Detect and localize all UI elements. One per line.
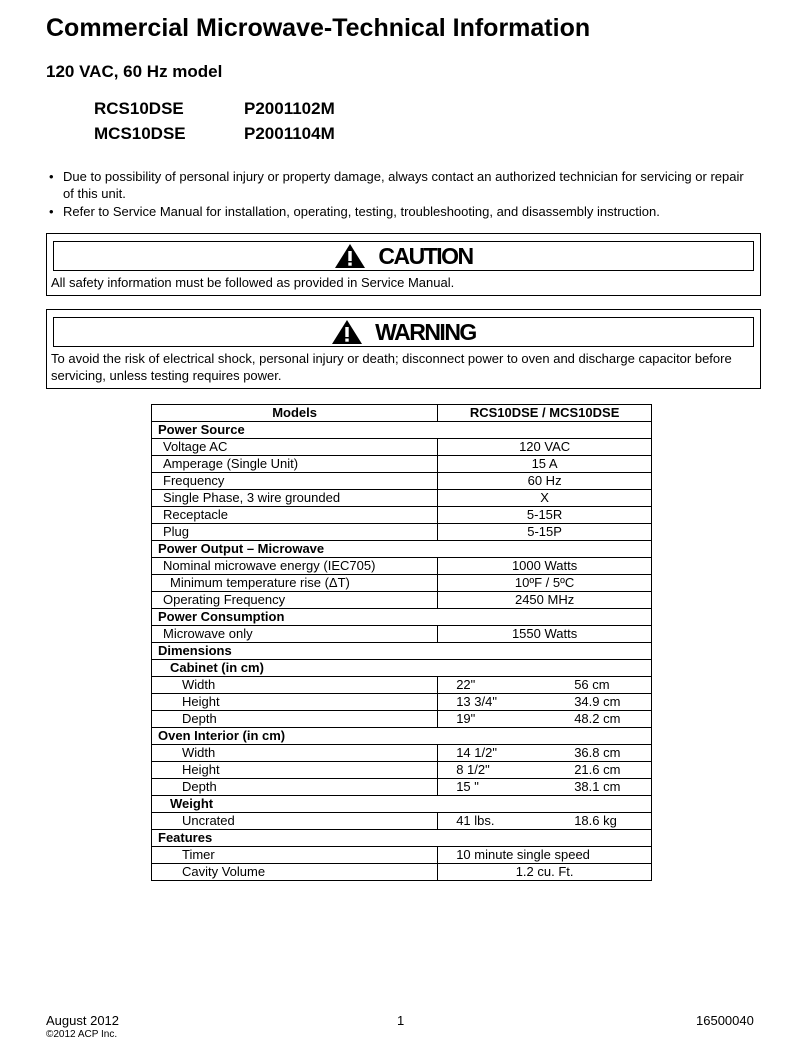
dim-inches: 19" [456,711,476,726]
warning-triangle-icon [334,243,366,269]
section-row [152,609,652,626]
table-row [152,490,652,507]
model-part: P2001102M [244,99,335,118]
column-header-value: RCS10DSE / MCS10DSE [438,405,652,422]
bullet-list [46,168,756,221]
spec-label: Height [152,762,438,779]
spec-value: 10ºF / 5ºC [438,575,652,592]
table-row [152,762,652,779]
column-header-models: Models [152,405,438,422]
spec-label: Operating Frequency [152,592,438,609]
bullet-text: Refer to Service Manual for installation, operating, testing, troubleshooting, and disassembly instruction. [63,204,660,219]
bullet-icon: • [49,169,54,184]
dim-cm: 21.6 cm [574,762,621,777]
dim-inches: 8 1/2" [456,762,490,777]
spec-value: 60 Hz [438,473,652,490]
section-heading: Features [152,830,652,847]
spec-value: 1.2 cu. Ft. [438,864,652,881]
bullet-item [46,168,756,202]
table-row [152,813,652,830]
spec-value: 1000 Watts [438,558,652,575]
subsection-row [152,660,652,677]
spec-value: 1550 Watts [438,626,652,643]
warning-box [46,309,761,389]
bullet-text: Due to possibility of personal injury or property damage, always contact an authorized technician for servicing or repair of this unit. [63,169,744,201]
subsection-row [152,728,652,745]
spec-value: 2450 MHz [438,592,652,609]
section-heading: Power Consumption [152,609,652,626]
warning-triangle-icon [331,319,363,345]
section-heading: Dimensions [152,643,652,660]
bullet-item [46,203,756,220]
table-row [152,456,652,473]
dim-cm: 34.9 cm [574,694,621,709]
caution-text: All safety information must be followed as provided in Service Manual. [51,275,455,290]
table-row [152,439,652,456]
spec-label: Microwave only [152,626,438,643]
spec-label: Uncrated [152,813,438,830]
table-row [152,507,652,524]
model-name: MCS10DSE [94,124,186,143]
dim-inches: 22" [456,677,476,692]
spec-value: 120 VAC [438,439,652,456]
section-row [152,643,652,660]
table-row [152,677,652,694]
subsection-heading: Cabinet (in cm) [152,660,652,677]
table-row [152,694,652,711]
table-row [152,626,652,643]
warning-text: To avoid the risk of electrical shock, personal injury or death; disconnect power to oven and discharge capacitor before servicing, unless testing requires power. [51,351,732,383]
dim-lbs: 41 lbs. [456,813,495,828]
table-header-row [152,405,652,422]
spec-label: Receptacle [152,507,438,524]
spec-label: Amperage (Single Unit) [152,456,438,473]
dim-kg: 18.6 kg [574,813,617,828]
caution-header [53,241,754,271]
subsection-heading: Oven Interior (in cm) [152,728,652,745]
spec-label: Timer [152,847,438,864]
spec-table [151,404,652,881]
table-row [152,558,652,575]
footer-doc-number: 16500040 [696,1013,754,1028]
table-row [152,524,652,541]
dim-cm: 48.2 cm [574,711,621,726]
spec-label: Cavity Volume [152,864,438,881]
dim-cm: 56 cm [574,677,610,692]
spec-label: Width [152,745,438,762]
warning-header [53,317,754,347]
dim-cm: 38.1 cm [574,779,621,794]
footer-date: August 2012 [46,1013,120,1028]
spec-label: Width [152,677,438,694]
table-row [152,864,652,881]
table-row [152,473,652,490]
model-part: P2001104M [244,124,335,143]
model-name: RCS10DSE [94,99,184,118]
dim-inches: 15 " [456,779,479,794]
subsection-row [152,796,652,813]
spec-value: X [438,490,652,507]
spec-label: Depth [152,711,438,728]
footer-page-number: 1 [397,1013,405,1028]
table-row [152,847,652,864]
model-row [94,124,335,144]
spec-label: Frequency [152,473,438,490]
table-row [152,779,652,796]
table-row [152,711,652,728]
caution-box [46,233,761,296]
table-row [152,592,652,609]
spec-value: 5-15R [438,507,652,524]
bullet-icon: • [49,204,54,219]
spec-value: 15 A [438,456,652,473]
section-row [152,830,652,847]
spec-value: 5-15P [438,524,652,541]
footer-copyright: ©2012 ACP Inc. [46,1029,118,1040]
spec-label: Nominal microwave energy (IEC705) [152,558,438,575]
table-row [152,745,652,762]
spec-label: Height [152,694,438,711]
section-heading: Power Source [152,422,652,439]
table-row [152,575,652,592]
page-subtitle: 120 VAC, 60 Hz model [46,62,223,81]
page-title: Commercial Microwave-Technical Information [46,14,591,42]
subsection-heading: Weight [152,796,652,813]
section-row [152,541,652,558]
spec-label: Plug [152,524,438,541]
spec-label: Single Phase, 3 wire grounded [152,490,438,507]
dim-cm: 36.8 cm [574,745,621,760]
spec-value: 10 minute single speed [438,847,652,864]
spec-label: Depth [152,779,438,796]
spec-label: Voltage AC [152,439,438,456]
dim-inches: 14 1/2" [456,745,497,760]
dim-inches: 13 3/4" [456,694,497,709]
caution-label: CAUTION [378,242,473,269]
spec-label: Minimum temperature rise (ΔT) [152,575,438,592]
section-heading: Power Output – Microwave [152,541,652,558]
warning-label: WARNING [375,318,476,345]
section-row [152,422,652,439]
model-row [94,99,335,119]
